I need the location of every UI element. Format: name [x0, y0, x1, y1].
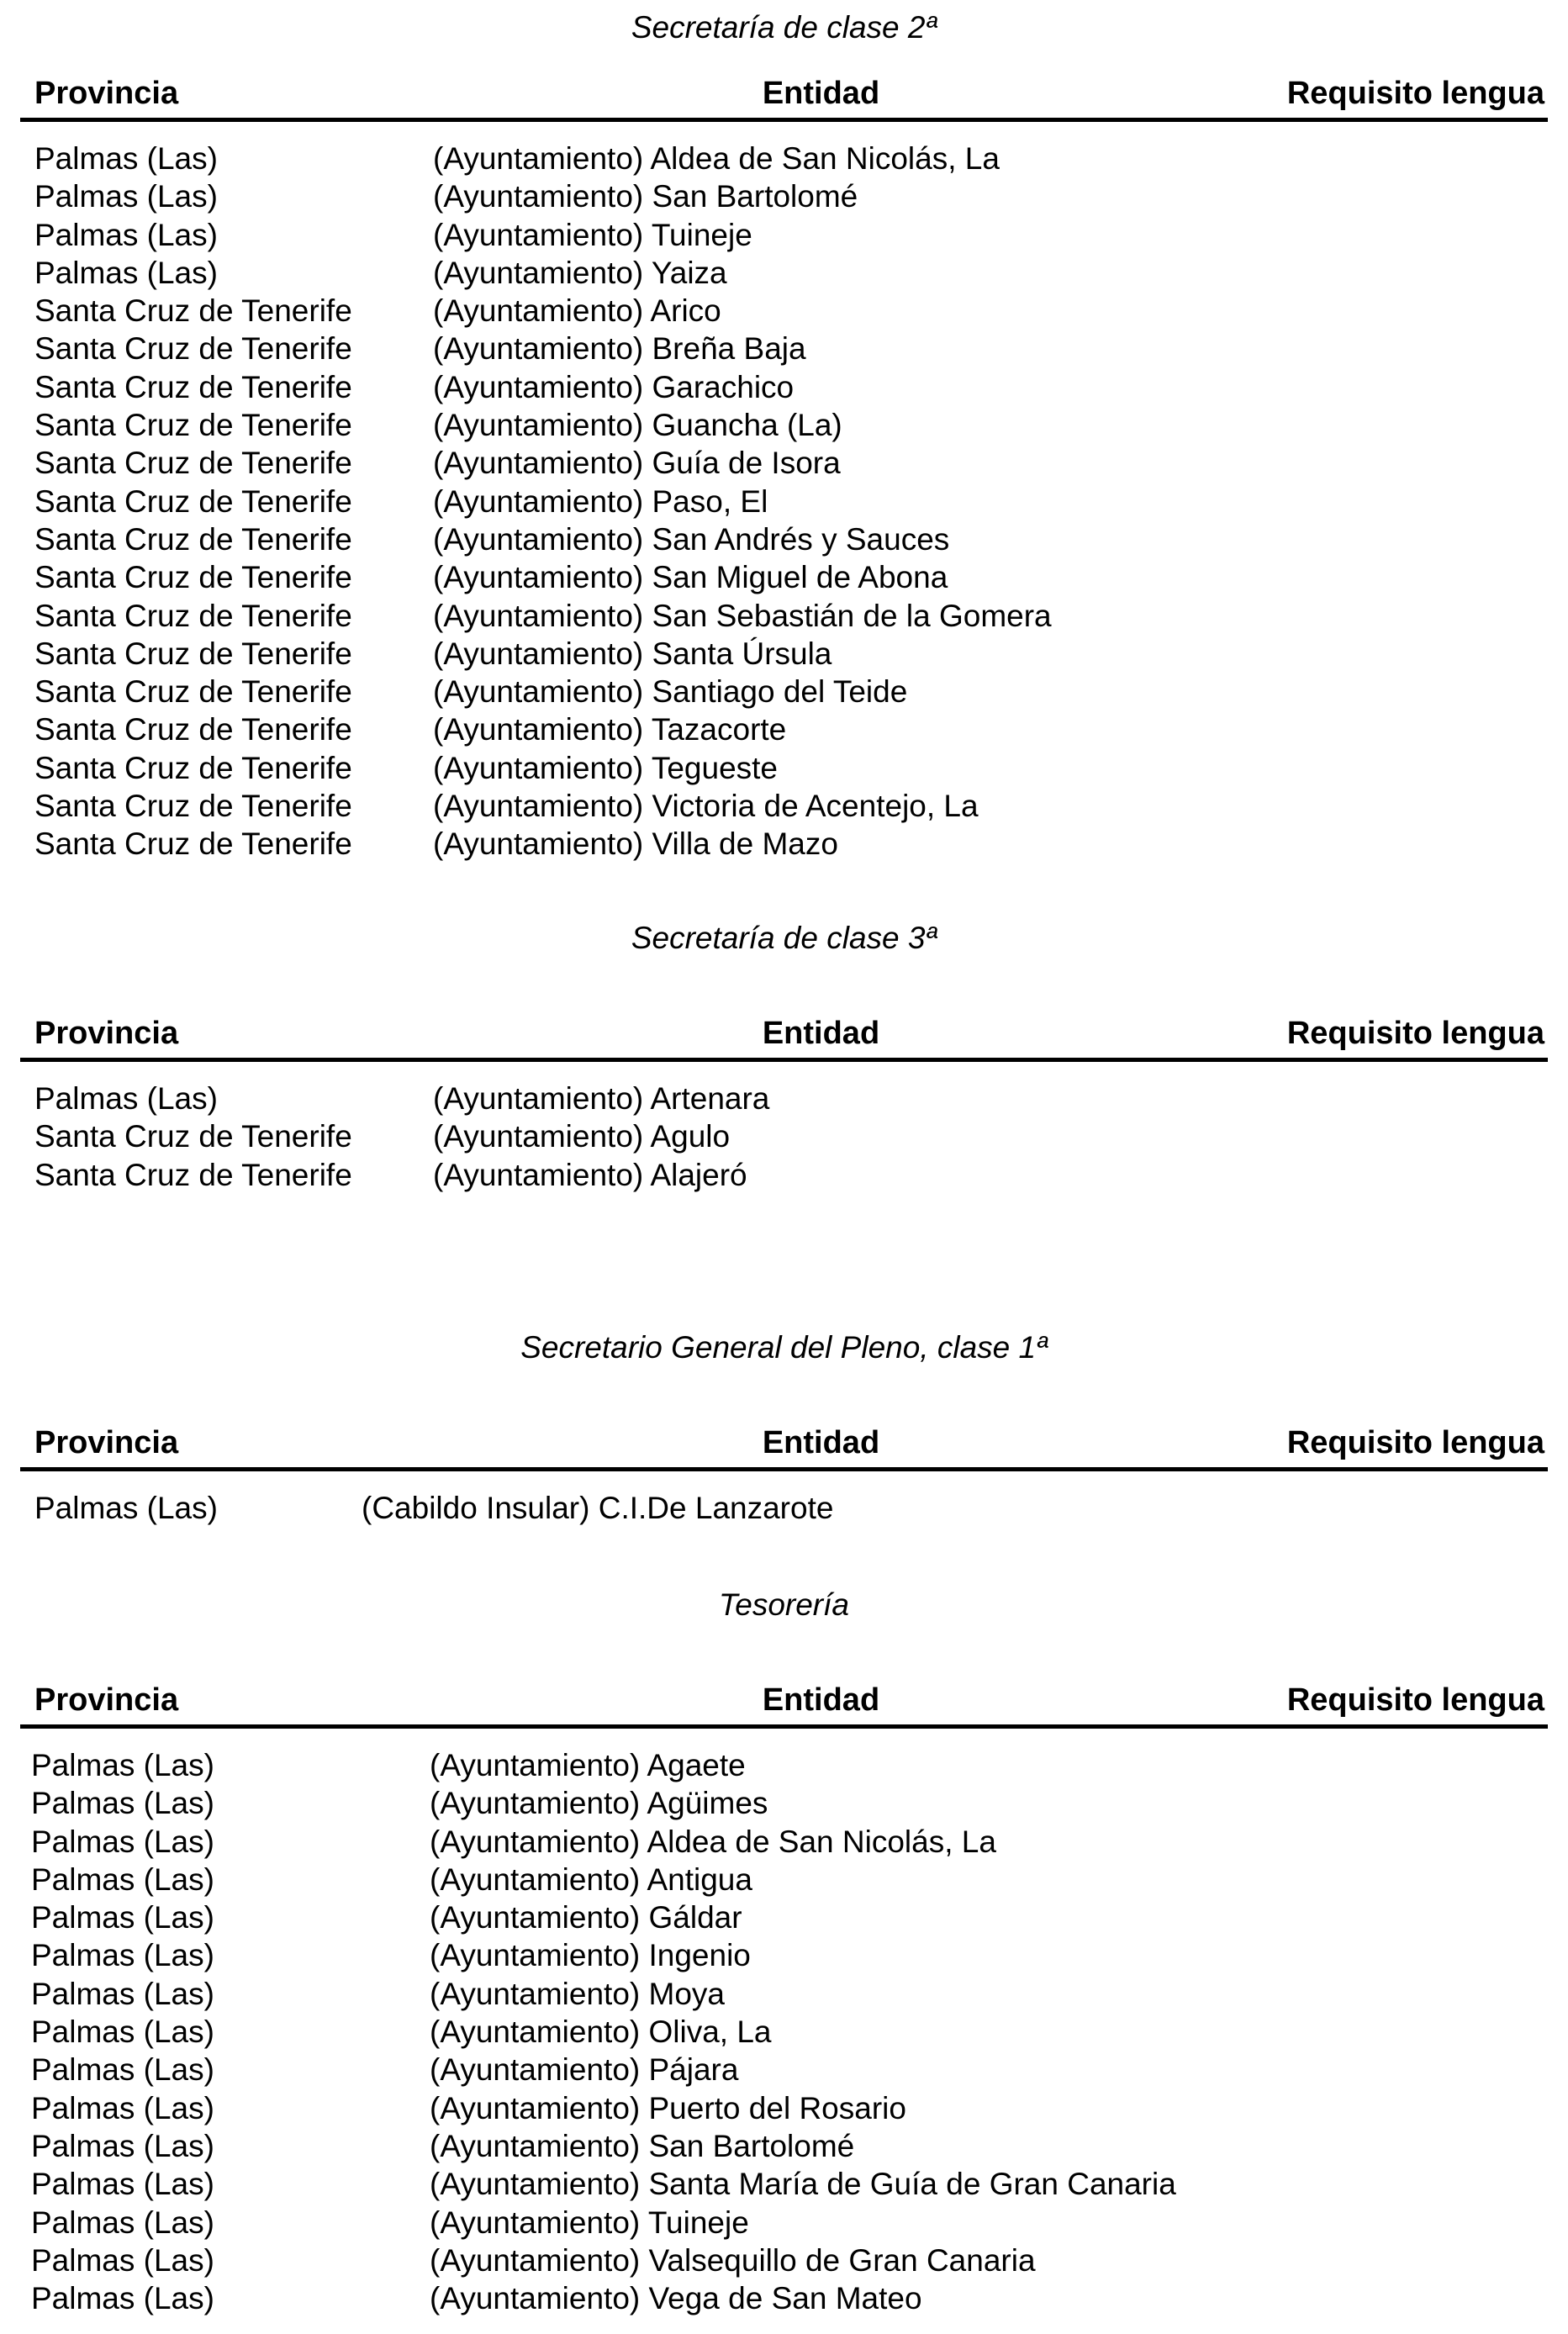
table-row — [0, 1489, 1568, 1527]
entidad-cell: (Ayuntamiento) Alajeró — [433, 1157, 747, 1192]
entidad-cell: (Ayuntamiento) Yaiza — [433, 255, 727, 290]
provincia-cell: Santa Cruz de Tenerife — [34, 521, 352, 557]
table-row — [0, 1784, 1568, 1822]
section-title: Secretaría de clase 2ª — [631, 10, 937, 45]
entidad-cell: (Ayuntamiento) Tuineje — [433, 217, 752, 252]
table-body — [0, 1489, 1568, 1527]
provincia-cell: Palmas (Las) — [31, 2052, 214, 2088]
provincia-cell: Santa Cruz de Tenerife — [34, 750, 352, 785]
table-row — [0, 1746, 1568, 1784]
table-row — [0, 710, 1568, 748]
entidad-cell: (Ayuntamiento) Pájara — [430, 2052, 739, 2088]
table-row — [0, 1823, 1568, 1861]
table-row — [0, 2051, 1568, 2088]
column-header-entidad: Entidad — [762, 1682, 880, 1718]
column-header-provincia: Provincia — [34, 1016, 179, 1051]
provincia-cell: Santa Cruz de Tenerife — [34, 293, 352, 329]
table-row — [0, 177, 1568, 215]
entidad-cell: (Ayuntamiento) Garachico — [433, 369, 795, 404]
column-header-requisito: Requisito lengua — [1286, 76, 1544, 111]
table-row — [0, 140, 1568, 177]
entidad-cell: (Ayuntamiento) Santiago del Teide — [433, 674, 908, 710]
table-row — [0, 2204, 1568, 2242]
table-row — [0, 216, 1568, 254]
entidad-cell: (Ayuntamiento) Tegueste — [433, 750, 778, 785]
entidad-cell: (Ayuntamiento) Arico — [433, 293, 721, 329]
table-row — [0, 292, 1568, 330]
provincia-cell: Santa Cruz de Tenerife — [34, 369, 352, 404]
table-row — [0, 2242, 1568, 2279]
provincia-cell: Palmas (Las) — [34, 1081, 218, 1116]
table-row — [0, 2089, 1568, 2127]
entidad-cell: (Ayuntamiento) Breña Baja — [433, 331, 806, 367]
column-header-entidad: Entidad — [762, 76, 880, 111]
entidad-cell: (Ayuntamiento) Agüimes — [430, 1786, 768, 1821]
entidad-cell: (Ayuntamiento) Oliva, La — [430, 2015, 772, 2050]
provincia-cell: Palmas (Las) — [31, 1748, 214, 1782]
table-row — [0, 2279, 1568, 2317]
provincia-cell: Palmas (Las) — [31, 2242, 214, 2278]
table-row — [0, 406, 1568, 444]
table-row — [0, 1975, 1568, 2013]
table-row — [0, 635, 1568, 673]
column-header-provincia: Provincia — [34, 1425, 179, 1460]
provincia-cell: Palmas (Las) — [31, 1976, 214, 2011]
table-row — [0, 1861, 1568, 1898]
provincia-cell: Santa Cruz de Tenerife — [34, 1157, 352, 1192]
section-title: Secretaría de clase 3ª — [631, 921, 937, 955]
column-header-requisito: Requisito lengua — [1286, 1425, 1544, 1460]
provincia-cell: Palmas (Las) — [34, 1491, 218, 1525]
section-title: Secretario General del Pleno, clase 1ª — [520, 1330, 1048, 1365]
column-header-provincia: Provincia — [34, 76, 179, 111]
entidad-cell: (Ayuntamiento) Paso, El — [433, 483, 768, 519]
provincia-cell: Palmas (Las) — [31, 1824, 214, 1859]
provincia-cell: Palmas (Las) — [34, 141, 218, 176]
entidad-cell: (Ayuntamiento) Victoria de Acentejo, La — [433, 789, 979, 824]
table-row — [0, 1936, 1568, 1974]
provincia-cell: Palmas (Las) — [31, 2015, 214, 2050]
entidad-cell: (Ayuntamiento) Santa Úrsula — [433, 636, 832, 671]
table-row — [0, 2127, 1568, 2165]
provincia-cell: Santa Cruz de Tenerife — [34, 598, 352, 633]
table-row — [0, 787, 1568, 825]
entidad-cell: (Ayuntamiento) Tazacorte — [433, 712, 787, 747]
column-header-entidad: Entidad — [762, 1016, 880, 1051]
provincia-cell: Santa Cruz de Tenerife — [34, 446, 352, 481]
table-row — [0, 444, 1568, 482]
table-row — [0, 483, 1568, 520]
provincia-cell: Santa Cruz de Tenerife — [34, 712, 352, 747]
entidad-cell: (Ayuntamiento) Guía de Isora — [433, 446, 841, 481]
table-body — [0, 140, 1568, 863]
provincia-cell: Santa Cruz de Tenerife — [34, 789, 352, 824]
provincia-cell: Santa Cruz de Tenerife — [34, 560, 352, 595]
table-row — [0, 2013, 1568, 2051]
entidad-cell: (Ayuntamiento) Aldea de San Nicolás, La — [433, 141, 1000, 176]
section-title: Tesorería — [719, 1587, 849, 1622]
entidad-cell: (Ayuntamiento) Ingenio — [430, 1938, 751, 1973]
table-row — [0, 1898, 1568, 1936]
table-row — [0, 1156, 1568, 1194]
entidad-cell: (Ayuntamiento) San Bartolomé — [430, 2128, 855, 2163]
provincia-cell: Palmas (Las) — [31, 1861, 214, 1897]
entidad-cell: (Ayuntamiento) San Andrés y Sauces — [433, 521, 950, 557]
entidad-cell: (Cabildo Insular) C.I.De Lanzarote — [362, 1491, 834, 1525]
provincia-cell: Santa Cruz de Tenerife — [34, 636, 352, 671]
column-header-requisito: Requisito lengua — [1286, 1682, 1544, 1718]
provincia-cell: Santa Cruz de Tenerife — [34, 826, 352, 862]
table-row — [0, 330, 1568, 367]
table-row — [0, 254, 1568, 292]
entidad-cell: (Ayuntamiento) Tuineje — [430, 2205, 749, 2240]
entidad-cell: (Ayuntamiento) Artenara — [433, 1081, 770, 1116]
entidad-cell: (Ayuntamiento) Santa María de Guía de Gran Canaria — [430, 2167, 1176, 2202]
table-row — [0, 673, 1568, 710]
entidad-cell: (Ayuntamiento) San Bartolomé — [433, 179, 858, 214]
column-header-requisito: Requisito lengua — [1286, 1016, 1544, 1051]
table-row — [0, 520, 1568, 558]
provincia-cell: Santa Cruz de Tenerife — [34, 483, 352, 519]
table-row — [0, 1080, 1568, 1117]
entidad-cell: (Ayuntamiento) Gáldar — [430, 1900, 742, 1935]
table-row — [0, 825, 1568, 863]
table-body — [0, 1080, 1568, 1194]
provincia-cell: Palmas (Las) — [31, 1938, 214, 1973]
provincia-cell: Santa Cruz de Tenerife — [34, 408, 352, 443]
entidad-cell: (Ayuntamiento) Valsequillo de Gran Canaria — [430, 2242, 1036, 2278]
provincia-cell: Palmas (Las) — [34, 255, 218, 290]
entidad-cell: (Ayuntamiento) Aldea de San Nicolás, La — [430, 1824, 996, 1859]
entidad-cell: (Ayuntamiento) San Sebastián de la Gomera — [433, 598, 1052, 633]
table-row — [0, 558, 1568, 596]
provincia-cell: Palmas (Las) — [31, 2128, 214, 2163]
provincia-cell: Palmas (Las) — [34, 179, 218, 214]
entidad-cell: (Ayuntamiento) Puerto del Rosario — [430, 2090, 906, 2125]
table-row — [0, 749, 1568, 787]
entidad-cell: (Ayuntamiento) Moya — [430, 1976, 725, 2011]
column-header-entidad: Entidad — [762, 1425, 880, 1460]
table-row — [0, 597, 1568, 635]
entidad-cell: (Ayuntamiento) Villa de Mazo — [433, 826, 838, 862]
table-body — [0, 1746, 1568, 2317]
provincia-cell: Palmas (Las) — [34, 217, 218, 252]
provincia-cell: Palmas (Las) — [31, 2167, 214, 2202]
table-header — [20, 1011, 1548, 1062]
entidad-cell: (Ayuntamiento) Agaete — [430, 1748, 746, 1782]
entidad-cell: (Ayuntamiento) Vega de San Mateo — [430, 2281, 922, 2316]
entidad-cell: (Ayuntamiento) Guancha (La) — [433, 408, 842, 443]
table-header — [20, 1677, 1548, 1729]
table-row — [0, 1117, 1568, 1155]
entidad-cell: (Ayuntamiento) San Miguel de Abona — [433, 560, 948, 595]
table-row — [0, 368, 1568, 406]
provincia-cell: Palmas (Las) — [31, 2281, 214, 2316]
table-header — [20, 1420, 1548, 1471]
table-row — [0, 2165, 1568, 2203]
provincia-cell: Santa Cruz de Tenerife — [34, 1119, 352, 1154]
provincia-cell: Santa Cruz de Tenerife — [34, 331, 352, 367]
column-header-provincia: Provincia — [34, 1682, 179, 1718]
provincia-cell: Palmas (Las) — [31, 2090, 214, 2125]
entidad-cell: (Ayuntamiento) Antigua — [430, 1861, 752, 1897]
provincia-cell: Palmas (Las) — [31, 2205, 214, 2240]
entidad-cell: (Ayuntamiento) Agulo — [433, 1119, 731, 1154]
table-header — [20, 71, 1548, 122]
provincia-cell: Santa Cruz de Tenerife — [34, 674, 352, 710]
provincia-cell: Palmas (Las) — [31, 1786, 214, 1821]
provincia-cell: Palmas (Las) — [31, 1900, 214, 1935]
